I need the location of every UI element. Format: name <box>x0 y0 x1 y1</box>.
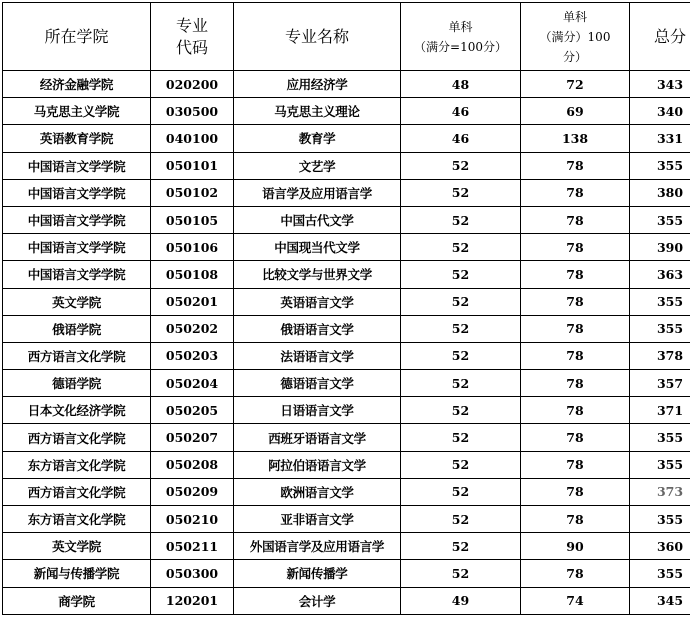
table-body <box>3 71 690 615</box>
cell-major: 外国语言学及应用语言学 <box>234 533 401 560</box>
cell-single1: 52 <box>401 397 521 424</box>
header-total: 总分 <box>630 3 690 71</box>
cell-major: 法语语言文学 <box>234 342 401 369</box>
cell-single1: 48 <box>401 71 521 98</box>
cell-single1: 52 <box>401 315 521 342</box>
cell-single2: 90 <box>521 533 630 560</box>
cell-college: 日本文化经济学院 <box>3 397 151 424</box>
cell-single1: 52 <box>401 451 521 478</box>
table-row <box>3 179 690 206</box>
table-row <box>3 288 690 315</box>
cell-college: 中国语言文学学院 <box>3 152 151 179</box>
table-row <box>3 261 690 288</box>
cell-college: 西方语言文化学院 <box>3 424 151 451</box>
header-major: 专业名称 <box>234 3 401 71</box>
cell-college: 英语教育学院 <box>3 125 151 152</box>
cell-single1: 49 <box>401 587 521 614</box>
cell-college: 东方语言文化学院 <box>3 451 151 478</box>
cell-single1: 52 <box>401 478 521 505</box>
cell-college: 新闻与传播学院 <box>3 560 151 587</box>
header-single2 <box>521 3 630 71</box>
cell-total: 380 <box>630 179 690 206</box>
table-row <box>3 315 690 342</box>
table-row <box>3 370 690 397</box>
cell-single2: 78 <box>521 370 630 397</box>
cell-single1: 52 <box>401 342 521 369</box>
cell-major: 阿拉伯语语言文学 <box>234 451 401 478</box>
cell-total: 360 <box>630 533 690 560</box>
cell-major: 日语语言文学 <box>234 397 401 424</box>
table-row <box>3 206 690 233</box>
table-row <box>3 506 690 533</box>
cell-major: 中国现当代文学 <box>234 234 401 261</box>
cell-single2: 78 <box>521 342 630 369</box>
cell-single1: 52 <box>401 424 521 451</box>
cell-total: 340 <box>630 98 690 125</box>
cell-college: 英文学院 <box>3 288 151 315</box>
cell-single2: 78 <box>521 397 630 424</box>
header-code <box>151 3 234 71</box>
cell-code: 040100 <box>151 125 234 152</box>
cell-major: 新闻传播学 <box>234 560 401 587</box>
cell-total: 355 <box>630 560 690 587</box>
cell-code: 050203 <box>151 342 234 369</box>
table-row <box>3 342 690 369</box>
cell-major: 德语语言文学 <box>234 370 401 397</box>
cell-major: 语言学及应用语言学 <box>234 179 401 206</box>
cell-single2: 78 <box>521 234 630 261</box>
cell-total: 355 <box>630 506 690 533</box>
cell-major: 文艺学 <box>234 152 401 179</box>
cell-college: 西方语言文化学院 <box>3 342 151 369</box>
table-row <box>3 234 690 261</box>
cell-total: 371 <box>630 397 690 424</box>
cell-total: 373 <box>630 478 690 505</box>
cell-code: 050300 <box>151 560 234 587</box>
table-row <box>3 98 690 125</box>
cell-college: 中国语言文学学院 <box>3 206 151 233</box>
table-row <box>3 533 690 560</box>
cell-college: 俄语学院 <box>3 315 151 342</box>
cell-major: 亚非语言文学 <box>234 506 401 533</box>
header-single2-line3: 分） <box>562 49 587 64</box>
cell-single1: 52 <box>401 288 521 315</box>
cell-single2: 78 <box>521 179 630 206</box>
cell-college: 英文学院 <box>3 533 151 560</box>
table-row <box>3 125 690 152</box>
cell-code: 050108 <box>151 261 234 288</box>
cell-college: 德语学院 <box>3 370 151 397</box>
table-row <box>3 71 690 98</box>
cell-college: 东方语言文化学院 <box>3 506 151 533</box>
cell-major: 俄语语言文学 <box>234 315 401 342</box>
cell-college: 经济金融学院 <box>3 71 151 98</box>
cell-college: 马克思主义学院 <box>3 98 151 125</box>
cell-total: 355 <box>630 206 690 233</box>
cell-college: 商学院 <box>3 587 151 614</box>
cell-code: 050102 <box>151 179 234 206</box>
cell-single1: 52 <box>401 234 521 261</box>
table-row <box>3 560 690 587</box>
cell-major: 教育学 <box>234 125 401 152</box>
cell-code: 020200 <box>151 71 234 98</box>
cell-code: 050105 <box>151 206 234 233</box>
cell-single1: 46 <box>401 98 521 125</box>
cell-code: 050208 <box>151 451 234 478</box>
header-single2-line1: 单科 <box>562 9 587 24</box>
cell-single2: 78 <box>521 152 630 179</box>
header-college: 所在学院 <box>3 3 151 71</box>
cell-single2: 78 <box>521 261 630 288</box>
table-row <box>3 397 690 424</box>
cell-single2: 78 <box>521 424 630 451</box>
cell-code: 050209 <box>151 478 234 505</box>
cell-single2: 69 <box>521 98 630 125</box>
cell-single2: 78 <box>521 451 630 478</box>
cell-total: 345 <box>630 587 690 614</box>
header-row <box>3 3 690 71</box>
cell-total: 331 <box>630 125 690 152</box>
cell-total: 355 <box>630 424 690 451</box>
cell-total: 343 <box>630 71 690 98</box>
cell-single2: 78 <box>521 206 630 233</box>
cell-code: 050101 <box>151 152 234 179</box>
cell-major: 英语语言文学 <box>234 288 401 315</box>
cell-college: 西方语言文化学院 <box>3 478 151 505</box>
cell-total: 355 <box>630 152 690 179</box>
cell-total: 355 <box>630 288 690 315</box>
cell-college: 中国语言文学学院 <box>3 234 151 261</box>
cell-major: 中国古代文学 <box>234 206 401 233</box>
table-row <box>3 424 690 451</box>
cell-single1: 52 <box>401 506 521 533</box>
cell-code: 050210 <box>151 506 234 533</box>
cell-single1: 52 <box>401 370 521 397</box>
cell-college: 中国语言文学学院 <box>3 179 151 206</box>
cell-code: 050211 <box>151 533 234 560</box>
cell-total: 390 <box>630 234 690 261</box>
cell-major: 比较文学与世界文学 <box>234 261 401 288</box>
header-single1 <box>401 3 521 71</box>
cell-total: 357 <box>630 370 690 397</box>
cell-code: 050106 <box>151 234 234 261</box>
cell-major: 欧洲语言文学 <box>234 478 401 505</box>
cell-single1: 52 <box>401 152 521 179</box>
cell-single2: 78 <box>521 288 630 315</box>
cell-single1: 52 <box>401 560 521 587</box>
cell-single1: 46 <box>401 125 521 152</box>
score-table <box>2 2 690 615</box>
cell-major: 会计学 <box>234 587 401 614</box>
header-single1-line2: （满分=100分） <box>414 39 507 54</box>
table-row <box>3 451 690 478</box>
cell-major: 西班牙语语言文学 <box>234 424 401 451</box>
cell-total: 363 <box>630 261 690 288</box>
cell-total: 355 <box>630 451 690 478</box>
cell-code: 030500 <box>151 98 234 125</box>
cell-single1: 52 <box>401 533 521 560</box>
header-code-line1: 专业 <box>175 15 208 35</box>
table-row <box>3 152 690 179</box>
cell-total: 378 <box>630 342 690 369</box>
header-code-line2: 代码 <box>175 37 208 57</box>
cell-code: 050202 <box>151 315 234 342</box>
cell-single1: 52 <box>401 206 521 233</box>
cell-major: 马克思主义理论 <box>234 98 401 125</box>
table-row <box>3 478 690 505</box>
cell-code: 050207 <box>151 424 234 451</box>
cell-code: 120201 <box>151 587 234 614</box>
cell-single2: 74 <box>521 587 630 614</box>
cell-code: 050205 <box>151 397 234 424</box>
header-single1-line1: 单科 <box>448 19 473 34</box>
cell-single2: 78 <box>521 478 630 505</box>
cell-college: 中国语言文学学院 <box>3 261 151 288</box>
cell-total: 355 <box>630 315 690 342</box>
cell-single2: 78 <box>521 506 630 533</box>
cell-single2: 138 <box>521 125 630 152</box>
cell-major: 应用经济学 <box>234 71 401 98</box>
header-single2-line2: （满分）100 <box>539 29 611 44</box>
cell-code: 050204 <box>151 370 234 397</box>
table-row <box>3 587 690 614</box>
cell-single2: 72 <box>521 71 630 98</box>
cell-code: 050201 <box>151 288 234 315</box>
cell-single1: 52 <box>401 261 521 288</box>
cell-single2: 78 <box>521 560 630 587</box>
cell-single1: 52 <box>401 179 521 206</box>
cell-single2: 78 <box>521 315 630 342</box>
